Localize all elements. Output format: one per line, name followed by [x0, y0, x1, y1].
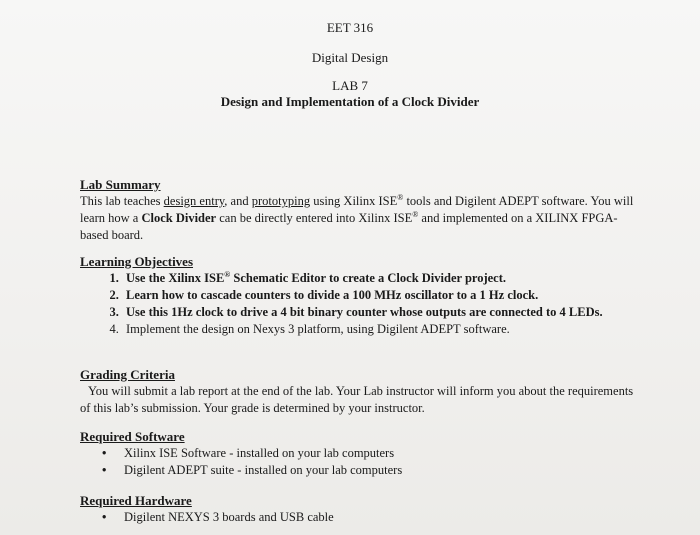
list-item: • Digilent NEXYS 3 boards and USB cable	[102, 510, 334, 524]
learning-objectives-heading: Learning Objectives	[80, 254, 194, 269]
list-item: • Xilinx ISE Software - installed on your lab computers	[102, 446, 395, 460]
grading-criteria-section	[80, 366, 640, 417]
lab-summary-text: This lab teaches design entry, and prototyping using Xilinx ISE® tools and Digilent ADEPT software. You will learn how a Clock Divider can be directly entered into Xilinx ISE® and implemented on a XILINX FPGA-based board.	[80, 192, 634, 242]
bullet: •	[102, 446, 107, 460]
lab-number: LAB 7	[332, 78, 368, 93]
required-software-heading: Required Software	[80, 429, 185, 444]
software-list	[80, 445, 640, 479]
objectives-list	[80, 270, 640, 338]
list-item: • Digilent ADEPT suite - installed on your lab computers	[102, 463, 403, 477]
bullet: •	[102, 463, 107, 477]
required-software-section	[80, 428, 640, 479]
lab-summary-heading: Lab Summary	[80, 177, 161, 192]
bullet: •	[102, 510, 107, 524]
list-item: 1. Use the Xilinx ISE® Schematic Editor to create a Clock Divider project.	[122, 270, 640, 287]
grading-criteria-text: You will submit a lab report at the end of the lab. Your Lab instructor will inform you about the requirements of this lab’s submission. Your grade is determined by your instructor.	[80, 384, 634, 415]
grading-criteria-heading: Grading Criteria	[80, 367, 175, 382]
course-subject: Digital Design	[311, 50, 389, 65]
list-item: 4. Implement the design on Nexys 3 platform, using Digilent ADEPT software.	[122, 321, 640, 338]
list-item: 2. Learn how to cascade counters to divide a 100 MHz oscillator to a 1 Hz clock.	[122, 287, 640, 304]
course-code: EET 316	[326, 20, 374, 35]
lab-summary-section	[80, 176, 640, 244]
required-hardware-section	[80, 492, 640, 526]
hardware-list	[80, 509, 640, 526]
lab-title: Design and Implementation of a Clock Divider	[220, 94, 480, 109]
list-item: 3. Use this 1Hz clock to drive a 4 bit binary counter whose outputs are connected to 4 LEDs.	[122, 304, 640, 321]
learning-objectives-section	[80, 253, 640, 338]
required-hardware-heading: Required Hardware	[80, 493, 192, 508]
